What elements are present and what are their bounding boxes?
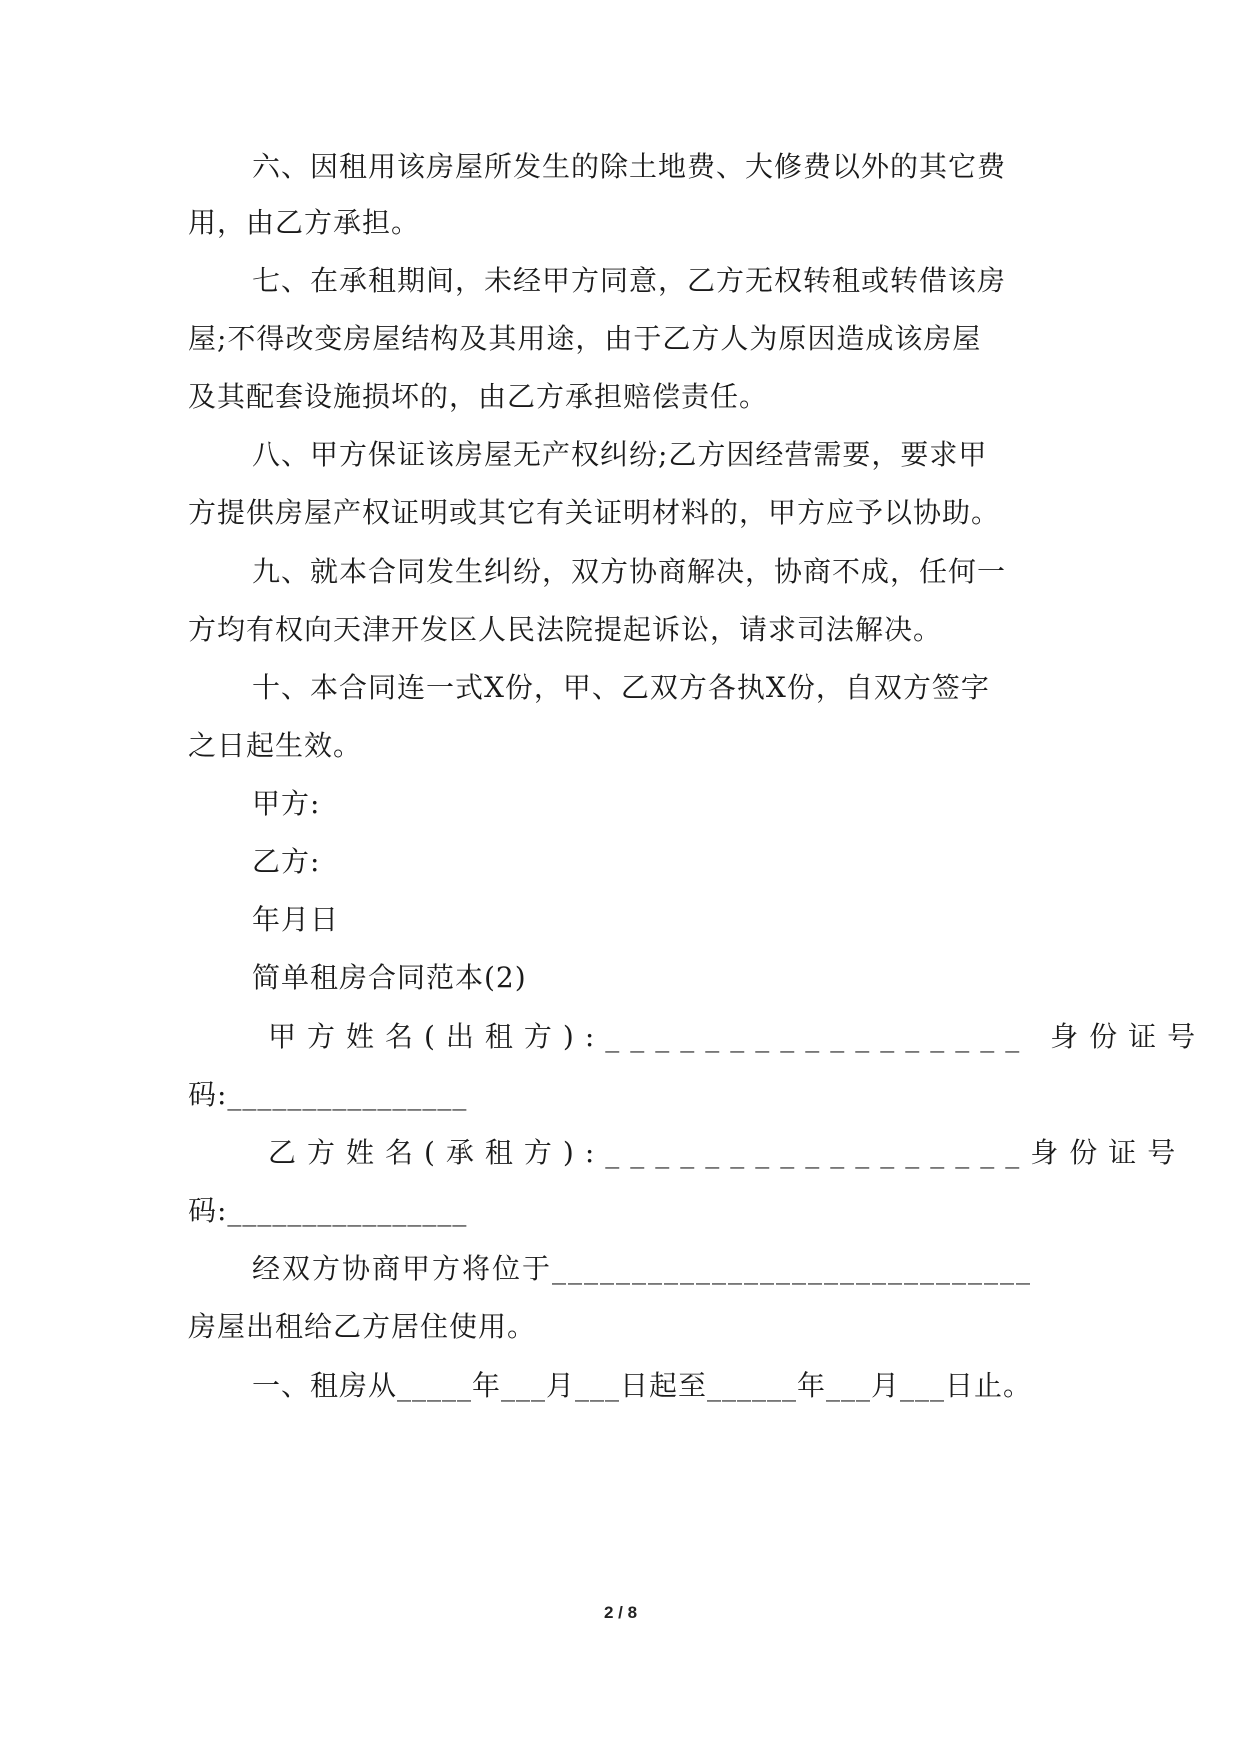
clause-9-line-2: 方均有权向天津开发区人民法院提起诉讼，请求司法解决。	[188, 613, 943, 646]
party-a-signature: 甲方:	[252, 787, 321, 820]
clause-10-line-1: 十、本合同连一式X份，甲、乙双方各执X份，自双方签字	[252, 671, 990, 704]
clause-9-line-1: 九、就本合同发生纠纷，双方协商解决，协商不成，任何一	[252, 555, 1007, 588]
clause-8-line-2: 方提供房屋产权证明或其它有关证明材料的，甲方应予以协助。	[188, 496, 1001, 529]
party-b-name-line: 乙方姓名(承租方):_________________身份证号	[268, 1136, 1187, 1169]
property-location-line: 经双方协商甲方将位于______________________________	[252, 1252, 1033, 1285]
clause-6-line-1: 六、因租用该房屋所发生的除土地费、大修费以外的其它费	[252, 150, 1007, 183]
clause-1-term-line: 一、租房从_____年___月___日起至______年___月___日止。	[252, 1369, 1033, 1402]
clause-7-line-1: 七、在承租期间，未经甲方同意，乙方无权转租或转借该房	[252, 264, 1007, 297]
signature-date: 年月日	[252, 903, 340, 936]
property-usage-line: 房屋出租给乙方居住使用。	[188, 1310, 537, 1343]
clause-7-line-3: 及其配套设施损坏的，由乙方承担赔偿责任。	[188, 380, 769, 413]
section-title: 简单租房合同范本(2)	[252, 961, 527, 994]
party-b-id-line: 码:________________	[188, 1194, 468, 1227]
page-number: 2 / 8	[603, 1603, 638, 1622]
clause-8-line-1: 八、甲方保证该房屋无产权纠纷;乙方因经营需要，要求甲	[252, 438, 988, 471]
party-a-name-line: 甲方姓名(出租方):_________________ 身份证号	[268, 1020, 1207, 1053]
party-b-signature: 乙方:	[252, 845, 321, 878]
clause-6-line-2: 用，由乙方承担。	[188, 206, 421, 239]
clause-7-line-2: 屋;不得改变房屋结构及其用途，由于乙方人为原因造成该房屋	[188, 322, 982, 355]
clause-10-line-2: 之日起生效。	[188, 729, 363, 762]
party-a-id-line: 码:________________	[188, 1078, 468, 1111]
